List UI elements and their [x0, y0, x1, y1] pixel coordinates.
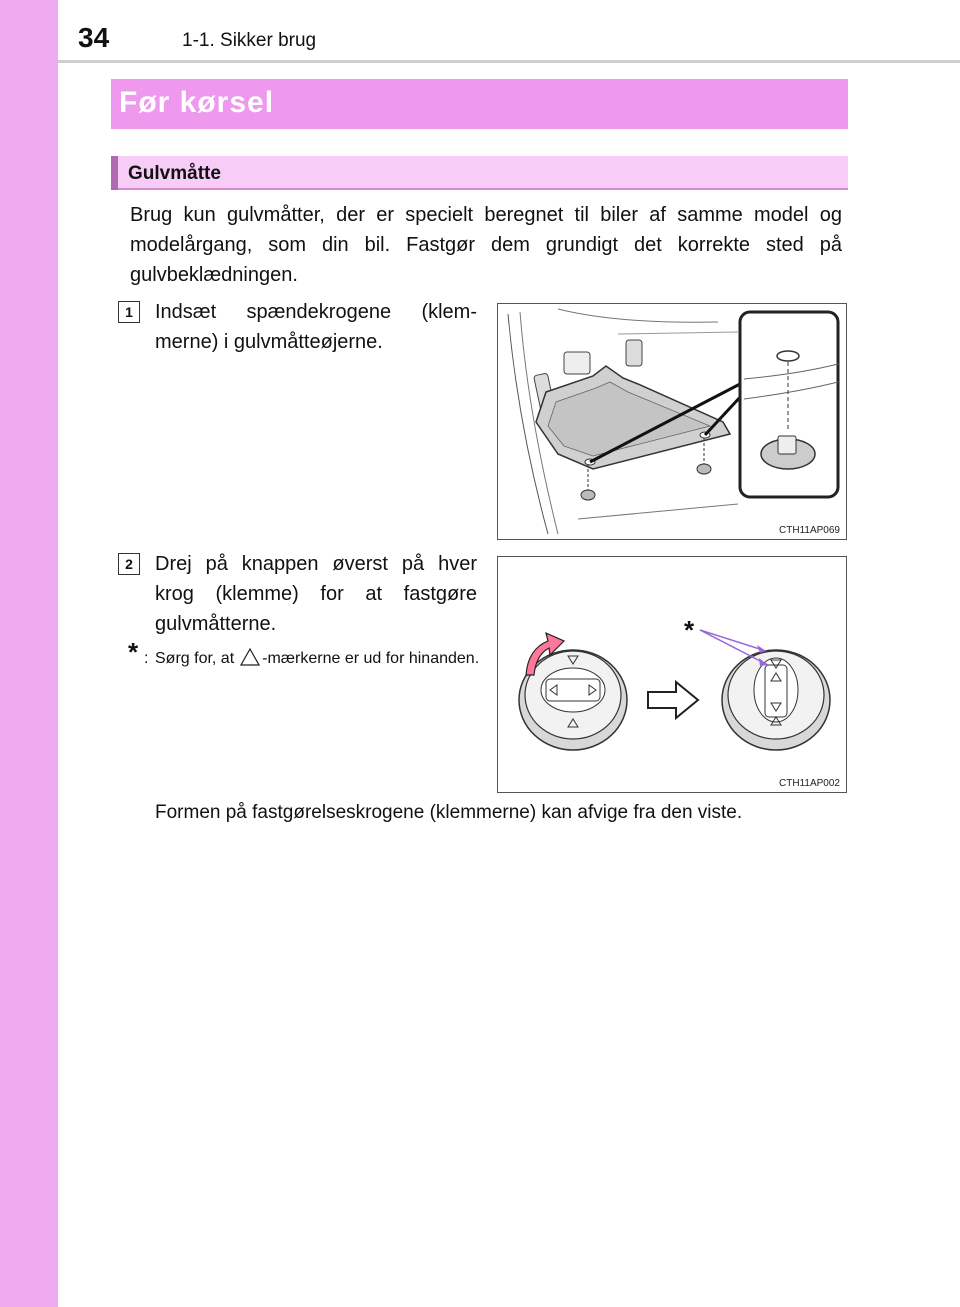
- intro-paragraph: Brug kun gulvmåtter, der er specielt beregnet til biler af samme model og modelårgang, som din bil. Fastgør dem grundigt det korrekte sted på gulvbeklædningen.: [130, 204, 842, 286]
- footnote-colon: :: [144, 650, 149, 667]
- footnote: [128, 637, 480, 673]
- subsection-header: [111, 156, 848, 190]
- floor-mat-illustration: [498, 304, 846, 539]
- footnote-text-before: Sørg for, at: [155, 650, 235, 667]
- footnote-marker: *: [128, 637, 139, 667]
- svg-text:*: *: [684, 615, 695, 645]
- step-text-2: Drej på knappen øverst på hver krog (klemme) for at fastgøre gulvmåtterne.: [155, 553, 477, 635]
- triangle-mark-icon: [240, 648, 260, 673]
- step-text-1: Indsæt spændekrogene (klem-merne) i gulvmåtteøjerne.: [155, 301, 477, 353]
- footnote-text-after: -mærkerne er ud for hinanden.: [262, 650, 480, 667]
- side-band: [0, 0, 58, 1307]
- figure-floor-mat-hooks: [497, 303, 847, 540]
- figure-code-1: CTH11AP069: [779, 525, 840, 536]
- clip-rotation-illustration: [498, 557, 846, 792]
- section-title: Før kørsel: [111, 79, 848, 129]
- footnote-body: [155, 647, 480, 673]
- figure-clip-rotation: [497, 556, 847, 793]
- header-rule: [58, 60, 960, 63]
- step-number-1: 1: [118, 301, 140, 323]
- page-number: 34: [78, 22, 110, 53]
- figure-code-2: CTH11AP002: [779, 778, 840, 789]
- running-head: 1-1. Sikker brug: [182, 30, 317, 51]
- closing-note: Formen på fastgørelseskrogene (klemmerne) kan afvige fra den viste.: [155, 802, 743, 823]
- subsection-title: Gulvmåtte: [128, 163, 221, 184]
- step-number-2: 2: [118, 553, 140, 575]
- subsection-accent: [111, 156, 118, 190]
- right-arrow-icon: [648, 682, 698, 718]
